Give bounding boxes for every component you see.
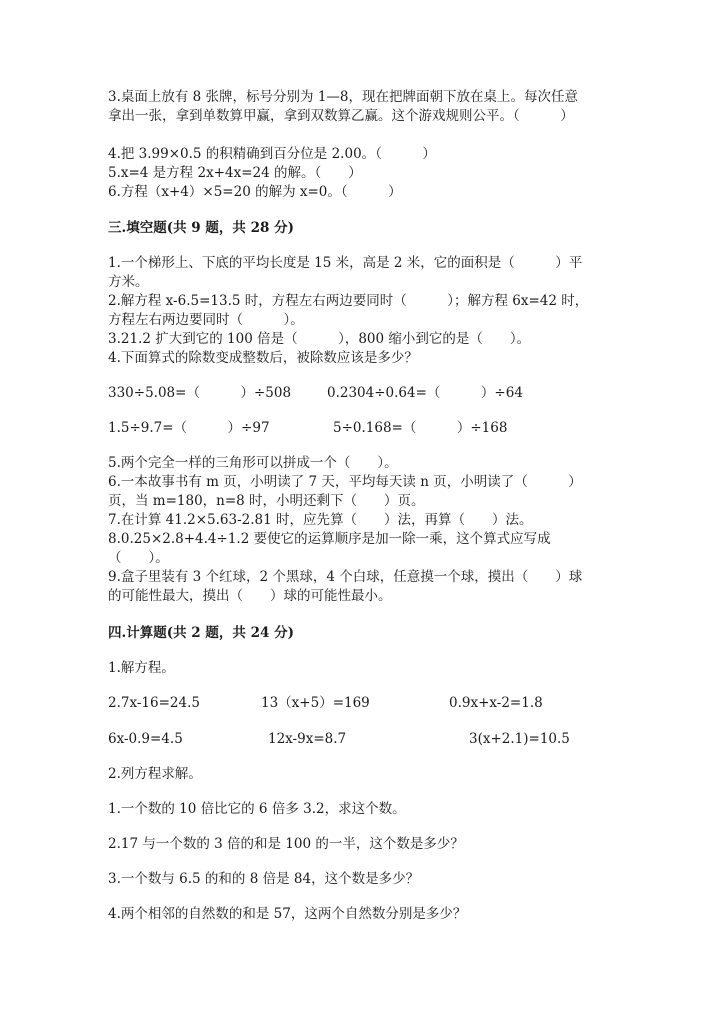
fill-q5: 5.两个完全一样的三角形可以拼成一个（ ）。 xyxy=(108,455,398,471)
fill-q6-line2: 页，当 m=180，n=8 时，小明还剩下（ ）页。 xyxy=(108,493,425,509)
fill-q3: 3.21.2 扩大到它的 100 倍是（ ），800 缩小到它的是（ ）。 xyxy=(108,331,531,347)
fill-q7: 7.在计算 41.2×5.63-2.81 时，应先算（ ）法，再算（ ）法。 xyxy=(108,512,533,528)
equation-4: 6x-0.9=4.5 xyxy=(108,731,183,747)
judgment-q6: 6.方程（x+4）×5=20 的解为 x=0。（ ） xyxy=(108,184,402,200)
judgment-q3-line1: 3.桌面上放有 8 张牌，标号分别为 1—8，现在把牌面朝下放在桌上。每次任意 xyxy=(108,89,579,105)
fill-q9-line1: 9.盒子里装有 3 个红球，2 个黑球，4 个白球，任意摸一个球，摸出（ ）球 xyxy=(108,569,583,585)
equation-1: 2.7x-16=24.5 xyxy=(108,695,200,711)
judgment-q3-line2: 拿出一张，拿到单数算甲赢，拿到双数算乙赢。这个游戏规则公平。（ ） xyxy=(108,108,574,124)
calc-section-heading: 四.计算题(共 2 题，共 24 分) xyxy=(108,625,294,641)
calc-sub2-title: 2.列方程求解。 xyxy=(108,766,202,782)
fill-q1-line1: 1.一个梯形上、下底的平均长度是 15 米，高是 2 米，它的面积是（ ）平 xyxy=(108,255,583,271)
equation-2: 13（x+5）=169 xyxy=(261,695,370,711)
fill-q2-line2: 方程左右两边要同时（ ）。 xyxy=(108,312,304,328)
fill-q1-line2: 方米。 xyxy=(108,274,149,290)
equation-6: 3(x+2.1)=10.5 xyxy=(469,731,570,747)
fill-q4-row1-b: 0.2304÷0.64=（ ）÷64 xyxy=(327,385,523,401)
fill-q8-line2: （ ）。 xyxy=(108,550,169,566)
fill-q8-line1: 8.0.25×2.8+4.4÷1.2 要使它的运算顺序是加一除一乘，这个算式应写成 xyxy=(108,531,551,547)
fill-q4: 4.下面算式的除数变成整数后，被除数应该是多少？ xyxy=(108,350,418,366)
judgment-q4: 4.把 3.99×0.5 的积精确到百分位是 2.00。（ ） xyxy=(108,146,436,162)
word-problem-1: 1.一个数的 10 倍比它的 6 倍多 3.2，求这个数。 xyxy=(108,801,406,817)
fill-q9-line2: 的可能性最大，摸出（ ）球的可能性最小。 xyxy=(108,588,392,604)
fill-q4-row1-a: 330÷5.08=（ ）÷508 xyxy=(108,385,292,401)
equation-5: 12x-9x=8.7 xyxy=(268,731,347,747)
judgment-q5: 5.x=4 是方程 2x+4x=24 的解。（ ） xyxy=(108,165,362,181)
word-problem-3: 3.一个数与 6.5 的和的 8 倍是 84，这个数是多少？ xyxy=(108,871,420,887)
fill-q6-line1: 6.一本故事书有 m 页，小明读了 7 天，平均每天读 n 页，小明读了（ ） xyxy=(108,474,582,490)
fill-q2-line1: 2.解方程 x-6.5=13.5 时，方程左右两边要同时（ ）；解方程 6x=42 时， xyxy=(108,293,589,309)
calc-sub1-title: 1.解方程。 xyxy=(108,660,175,676)
fill-section-heading: 三.填空题(共 9 题，共 28 分) xyxy=(108,220,294,236)
equation-3: 0.9x+x-2=1.8 xyxy=(449,695,543,711)
fill-q4-row2-b: 5÷0.168=（ ）÷168 xyxy=(333,420,508,436)
word-problem-2: 2.17 与一个数的 3 倍的和是 100 的一半，这个数是多少？ xyxy=(108,836,464,852)
fill-q4-row2-a: 1.5÷9.7=（ ）÷97 xyxy=(108,420,270,436)
word-problem-4: 4.两个相邻的自然数的和是 57，这两个自然数分别是多少？ xyxy=(108,906,467,922)
